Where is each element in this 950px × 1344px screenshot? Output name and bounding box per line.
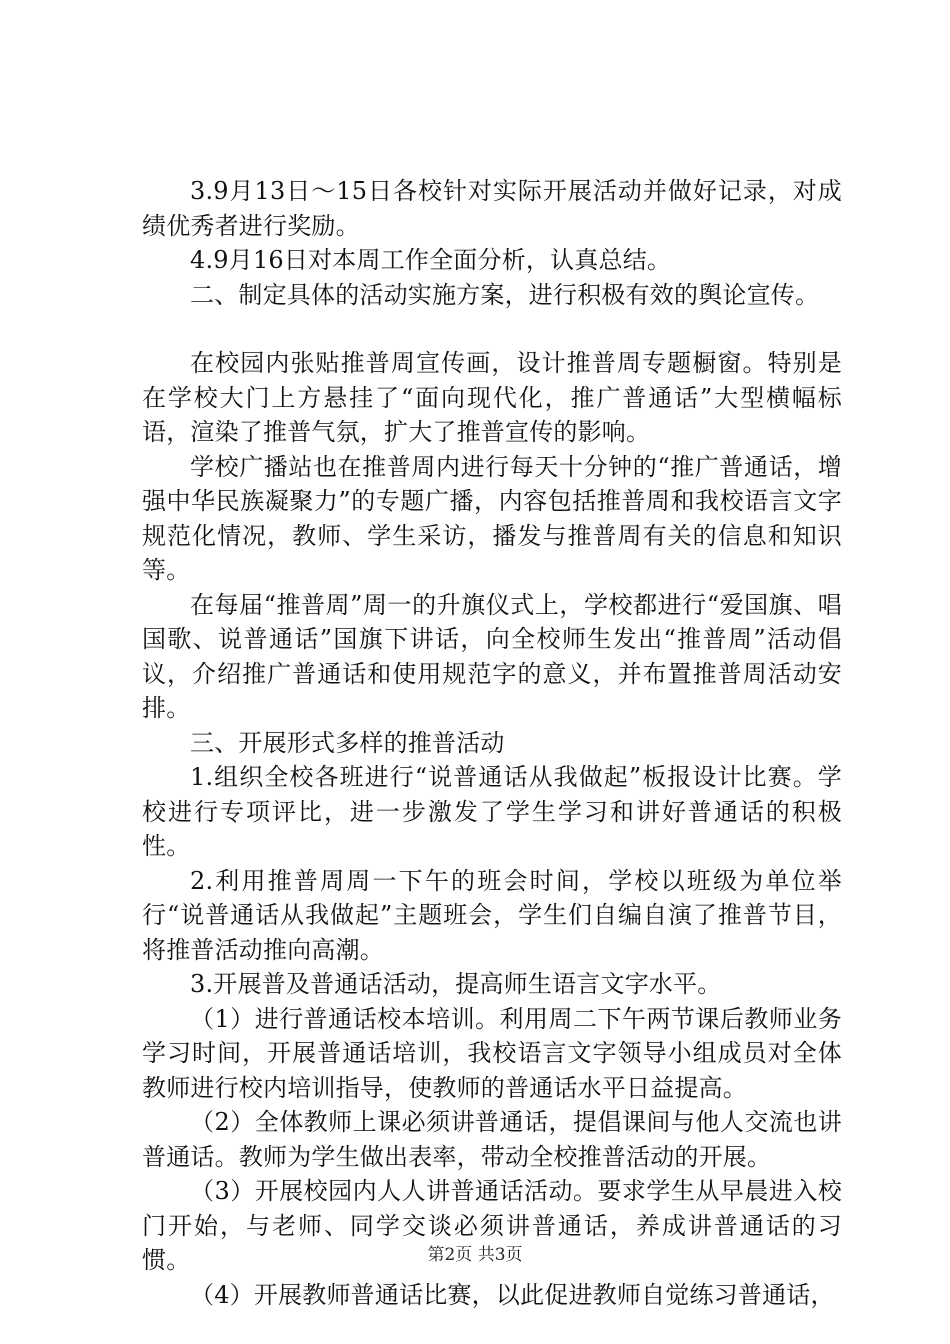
- section-heading-3: 三、开展形式多样的推普活动: [190, 728, 505, 757]
- paragraph-training: （1）进行普通话校本培训。利用周二下午两节课后教师业务学习时间，开展普通话培训，我校语言文字领导小组成员对全体教师进行校内培训指导，使教师的普通话水平日益提高。: [142, 1004, 842, 1102]
- paragraph-item-4: 4.9月16日对本周工作全面分析，认真总结。: [190, 246, 672, 274]
- section-heading-2: 二、制定具体的活动实施方案，进行积极有效的舆论宣传。: [190, 280, 820, 309]
- paragraph-blackboard-contest: 1.组织全校各班进行“说普通话从我做起”板报设计比赛。学校进行专项评比，进一步激发了学生学习和讲好普通话的积极性。: [142, 763, 842, 860]
- paragraph-flag-ceremony: 在每届“推普周”周一的升旗仪式上，学校都进行“爱国旗、唱国歌、说普通话”国旗下讲话，向全校师生发出“推普周”活动倡议，介绍推广普通话和使用规范字的意义，并布置推普周活动安排。: [142, 590, 842, 722]
- paragraph-teacher-contest: （4）开展教师普通话比赛，以此促进教师自觉练习普通话，: [190, 1280, 835, 1309]
- paragraph-posters: 在校园内张贴推普周宣传画，设计推普周专题橱窗。特别是在学校大门上方悬挂了“面向现代化，推广普通话”大型横幅标语，渲染了推普气氛，扩大了推普宣传的影响。: [142, 349, 842, 446]
- paragraph-teachers-speak: （2）全体教师上课必须讲普通话，提倡课间与他人交流也讲普通话。教师为学生做出表率，带动全校推普活动的开展。: [142, 1108, 842, 1171]
- document-body: [142, 174, 842, 1312]
- page-footer: 第2页 共3页: [427, 1245, 523, 1265]
- paragraph-popularize: 3.开展普及普通话活动，提高师生语言文字水平。: [190, 970, 722, 998]
- paragraph-class-meeting: 2.利用推普周周一下午的班会时间，学校以班级为单位举行“说普通话从我做起”主题班会，学生们自编自演了推普节目，将推普活动推向高潮。: [142, 866, 842, 964]
- paragraph-broadcast: 学校广播站也在推普周内进行每天十分钟的“推广普通话，增强中华民族凝聚力”的专题广播，内容包括推普周和我校语言文字规范化情况，教师、学生采访，播发与推普周有关的信息和知识等。: [142, 452, 842, 584]
- paragraph-campus-activity: （3）开展校园内人人讲普通话活动。要求学生从早晨进入校门开始，与老师、同学交谈必须讲普通话，养成讲普通话的习惯。: [142, 1177, 842, 1274]
- paragraph-item-3: 3.9月13日～15日各校针对实际开展活动并做好记录，对成绩优秀者进行奖励。: [142, 177, 842, 240]
